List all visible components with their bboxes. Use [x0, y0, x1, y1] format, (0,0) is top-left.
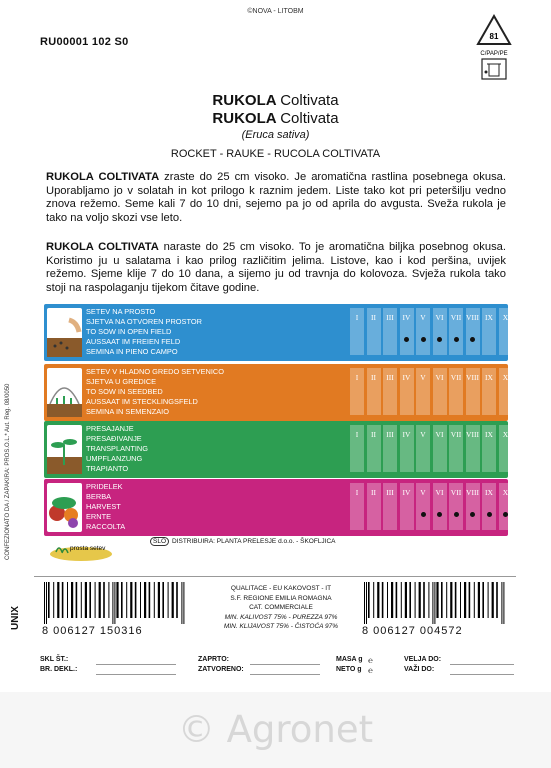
- barcode-bar: [121, 582, 123, 618]
- barcode-bar: [364, 582, 365, 624]
- barcode-bar: [57, 582, 59, 618]
- month-dot: [437, 512, 442, 517]
- month-label: IX: [485, 430, 493, 439]
- barcode-bar: [95, 582, 96, 618]
- month-label: VII: [450, 430, 462, 439]
- calendar-label-line: ERNTE: [86, 512, 112, 521]
- month-label: X: [502, 373, 509, 382]
- estimated-icon: ℮: [368, 656, 373, 665]
- barcode-bar: [53, 582, 54, 618]
- month-label: VIII: [466, 430, 479, 439]
- month-label: VII: [450, 373, 462, 382]
- barcode-bar: [492, 582, 494, 618]
- month-label: V: [420, 373, 426, 382]
- month-label: XII: [533, 488, 544, 497]
- month-dot: [503, 512, 508, 517]
- barcode-bar: [366, 582, 367, 624]
- month-label: XII: [533, 373, 544, 382]
- barcode-bar: [401, 582, 402, 618]
- description-hr: RUKOLA COLTIVATA naraste do 25 cm visoko. To je aromatična biljka posebnog okusa. Koristimo ju u salatama i kao prilog različitim jelima. Listove, kao i kod peršina, uvijek režemo. Sjeme klije 7 do 10 dana, a sijemo ju od travnja do kolovoza. Svježa rukola tako stoji na raspolaganju tijekom čitave godine.: [46, 241, 507, 294]
- month-label: I: [355, 313, 359, 322]
- barcode-bar: [460, 582, 461, 618]
- barcode-bar: [373, 582, 374, 618]
- barcode-bar: [154, 582, 155, 618]
- month-label: IX: [485, 488, 493, 497]
- foreign-names: ROCKET - RAUKE - RUCOLA COLTIVATA: [170, 148, 381, 160]
- barcode-bar: [428, 582, 429, 618]
- quality-info: QUALITACE - EU KAKOVOST - IT S.F. REGIONE EMILIA ROMAGNA CAT. COMMERCIALE MIN. KALIVOST 75% - PUREZZA 97% MIN. KLIJAVOST 75% - ČISTOĆA 97%: [223, 585, 339, 631]
- barcode-bar: [126, 582, 127, 618]
- barcode-bar: [158, 582, 160, 618]
- month-dot: [487, 512, 492, 517]
- barcode-bar: [176, 582, 178, 618]
- barcode-right: [362, 582, 512, 624]
- product-code: RU00001 102 S0: [40, 36, 129, 48]
- month-label: III: [386, 488, 394, 497]
- month-dot: [404, 337, 409, 342]
- calendar-label-line: RACCOLTA: [86, 522, 126, 531]
- month-label: XI: [518, 430, 526, 439]
- calendar-row-label: [86, 482, 125, 532]
- barcode-bar: [496, 582, 498, 618]
- barcode-bar: [434, 582, 435, 624]
- barcode-left: [42, 582, 192, 624]
- calendar-row-label: [86, 307, 202, 357]
- calendar-label-line: PRIDELEK: [86, 482, 123, 491]
- calendar-label-line: SJETVA NA OTVOREN PROSTOR: [86, 317, 202, 326]
- latin-name: (Eruca sativa): [241, 129, 310, 141]
- month-label: VIII: [466, 313, 479, 322]
- calendar-label-line: SETEV V HLADNO GREDO SETVENICO: [86, 367, 224, 376]
- calendar-label-line: TRANSPLANTING: [86, 444, 149, 453]
- zaprto-label: ZAPRTO:: [198, 656, 229, 663]
- month-label: X: [502, 313, 509, 322]
- prosta-setev-label: prosta setev: [70, 545, 106, 552]
- month-label: IX: [485, 373, 493, 382]
- barcode-bar: [478, 582, 480, 618]
- month-label: VII: [450, 313, 462, 322]
- calendar-label-line: TRAPIANTO: [86, 464, 129, 473]
- barcode-bar: [441, 582, 443, 618]
- country-badge: SLO: [150, 537, 169, 546]
- neto-label: NETO g: [336, 666, 362, 673]
- estimated-icon: ℮: [368, 666, 373, 675]
- product-title-sl: RUKOLA Coltivata: [212, 92, 339, 109]
- barcode-bar: [469, 582, 471, 618]
- br-label: BR. DEKL.:: [40, 666, 78, 673]
- month-label: II: [371, 488, 376, 497]
- barcode-bar: [99, 582, 101, 618]
- month-dot: [454, 512, 459, 517]
- barcode-bar: [81, 582, 82, 618]
- barcode-bar: [482, 582, 484, 618]
- barcode-bar: [89, 582, 91, 618]
- barcode-bar: [116, 582, 118, 618]
- barcode-bar: [488, 582, 489, 618]
- calendar-row: [44, 421, 544, 478]
- month-label: V: [420, 430, 426, 439]
- calendar-row-label: [86, 367, 224, 417]
- barcode-bar: [85, 582, 87, 618]
- month-label: IV: [402, 430, 411, 439]
- month-dot: [470, 337, 475, 342]
- month-label: II: [371, 313, 376, 322]
- printer-copyright: ©NOVA - LITOBM: [247, 8, 304, 15]
- barcode-bar: [114, 582, 115, 624]
- recycle-code: C/PAP/PE: [480, 51, 508, 57]
- seedbed-icon: [47, 368, 82, 417]
- barcode-bar: [168, 582, 169, 618]
- month-label: I: [355, 430, 359, 439]
- harvest-icon: [47, 483, 82, 532]
- barcode-bar: [103, 582, 105, 618]
- barcode-bar: [415, 582, 416, 618]
- month-label: VIII: [466, 373, 479, 382]
- month-dot: [421, 337, 426, 342]
- calendar-label-line: SETEV NA PROSTO: [86, 307, 156, 316]
- month-label: I: [355, 488, 359, 497]
- month-label: III: [386, 313, 394, 322]
- month-label: XI: [518, 488, 526, 497]
- month-label: XII: [533, 313, 544, 322]
- month-label: XII: [533, 430, 544, 439]
- barcode-bar: [423, 582, 425, 618]
- calendar-label-line: SEMINA IN PIENO CAMPO: [86, 347, 178, 356]
- barcode-bar: [382, 582, 384, 618]
- barcode-bar: [368, 582, 370, 618]
- divider: [34, 576, 516, 577]
- packager-info: CONFEZIONATO DA / ZAPAKIRA: PROS.O.L.* Aut. Reg. 08/0050: [5, 383, 11, 560]
- month-label: II: [371, 373, 376, 382]
- calendar-label-line: TO SOW IN OPEN FIELD: [86, 327, 172, 336]
- month-label: II: [371, 430, 376, 439]
- calendar-row: [44, 364, 544, 421]
- month-label: VI: [435, 373, 444, 382]
- watermark: © Agronet: [177, 708, 374, 751]
- distributor: DISTRIBUIRA: PLANTA PRELESJE d.o.o. - ŠKOFLJICA: [172, 538, 336, 545]
- calendar-row: [44, 479, 544, 536]
- prosta-setev-icon: [48, 538, 114, 562]
- month-label: VII: [450, 488, 462, 497]
- barcode-bar: [432, 582, 433, 624]
- month-dot: [421, 512, 426, 517]
- zatvoreno-label: ZATVORENO:: [198, 666, 244, 673]
- month-label: VIII: [466, 488, 479, 497]
- barcode-bar: [501, 582, 502, 624]
- month-label: V: [420, 488, 426, 497]
- month-label: I: [355, 373, 359, 382]
- barcode-bar: [387, 582, 388, 618]
- month-label: VI: [435, 430, 444, 439]
- description-sl: RUKOLA COLTIVATA zraste do 25 cm visoko. Je aromatična rastlina posebnega okusa. Uporabljamo jo v solatah in kot prilogo k raznim jedem. Liste tako kot pri peteršilju vedno znova režemo. Seme kali 7 do 10 dni, sejemo pa jo od aprila do avgusta. Sveža rukola je tako na voljo skozi vse leto.: [46, 171, 506, 224]
- calendar-label-line: AUSSAAT IM FREIEN FELD: [86, 337, 181, 346]
- barcode-bar: [409, 582, 411, 618]
- barcode-bar: [48, 582, 50, 618]
- barcode-bar: [503, 582, 504, 624]
- barcode-bar: [76, 582, 78, 618]
- barcode-bar: [436, 582, 438, 618]
- barcode-bar: [112, 582, 113, 624]
- barcode-bar: [149, 582, 151, 618]
- calendar-label-line: UMPFLANZUNG: [86, 454, 143, 463]
- barcode-bar: [130, 582, 132, 618]
- skl-label: SKL ŠT.:: [40, 656, 69, 663]
- calendar-label-line: AUSSAAT IM STECKLINGSFELD: [86, 397, 198, 406]
- barcode-bar: [172, 582, 174, 618]
- velja-label: VELJA DO:: [404, 656, 442, 663]
- barcode-bar: [140, 582, 141, 618]
- month-label: XI: [518, 313, 526, 322]
- month-dot: [437, 337, 442, 342]
- month-label: IV: [402, 488, 411, 497]
- barcode-bar: [377, 582, 379, 618]
- barcode-bar: [450, 582, 452, 618]
- barcode-bar: [455, 582, 457, 618]
- barcode-bar: [67, 582, 68, 618]
- sowing-icon: [47, 308, 82, 357]
- unix-label: UNIX: [10, 606, 21, 630]
- barcode-bar: [181, 582, 182, 624]
- barcode-bar: [474, 582, 475, 618]
- vazi-label: VAŽI DO:: [404, 666, 435, 673]
- month-label: IX: [485, 313, 493, 322]
- barcode-bar: [396, 582, 398, 618]
- calendar-label-line: BERBA: [86, 492, 112, 501]
- masa-label: MASA g: [336, 656, 363, 663]
- barcode-bar: [183, 582, 184, 624]
- calendar-label-line: TO SOW IN SEEDBED: [86, 387, 163, 396]
- barcode-bar: [108, 582, 109, 618]
- transplant-icon: [47, 425, 82, 474]
- barcode-bar: [419, 582, 421, 618]
- month-dot: [454, 337, 459, 342]
- barcode-bar: [46, 582, 47, 624]
- calendar-label-line: PRESAĐIVANJE: [86, 434, 142, 443]
- barcode-bar: [162, 582, 164, 618]
- month-label: IV: [402, 313, 411, 322]
- month-label: X: [502, 430, 509, 439]
- barcode-bar: [446, 582, 447, 618]
- month-dot: [470, 512, 475, 517]
- calendar-label-line: SJETVA U GREDICE: [86, 377, 157, 386]
- barcode-bar: [71, 582, 73, 618]
- month-label: XI: [518, 373, 526, 382]
- month-label: VI: [435, 488, 444, 497]
- calendar-label-line: HARVEST: [86, 502, 121, 511]
- month-label: III: [386, 430, 394, 439]
- barcode-bar: [44, 582, 45, 624]
- month-label: V: [420, 313, 426, 322]
- calendar-label-line: SEMINA IN SEMENZAIO: [86, 407, 169, 416]
- barcode-bar: [62, 582, 64, 618]
- recycling-icon: [474, 14, 514, 80]
- calendar-row-label: [86, 424, 148, 474]
- barcode-bar: [464, 582, 466, 618]
- month-label: X: [502, 488, 509, 497]
- barcode-right-number: 8 006127 004572: [362, 625, 463, 637]
- calendar-row: [44, 304, 544, 361]
- recycle-number: 81: [489, 32, 499, 41]
- barcode-bar: [135, 582, 137, 618]
- product-title-hr: RUKOLA Coltivata: [212, 110, 339, 127]
- month-label: IV: [402, 373, 411, 382]
- barcode-bar: [405, 582, 407, 618]
- barcode-bar: [391, 582, 393, 618]
- month-label: III: [386, 373, 394, 382]
- month-label: VI: [435, 313, 444, 322]
- calendar-label-line: PRESAJANJE: [86, 424, 134, 433]
- barcode-bar: [144, 582, 146, 618]
- barcode-left-number: 8 006127 150316: [42, 625, 143, 637]
